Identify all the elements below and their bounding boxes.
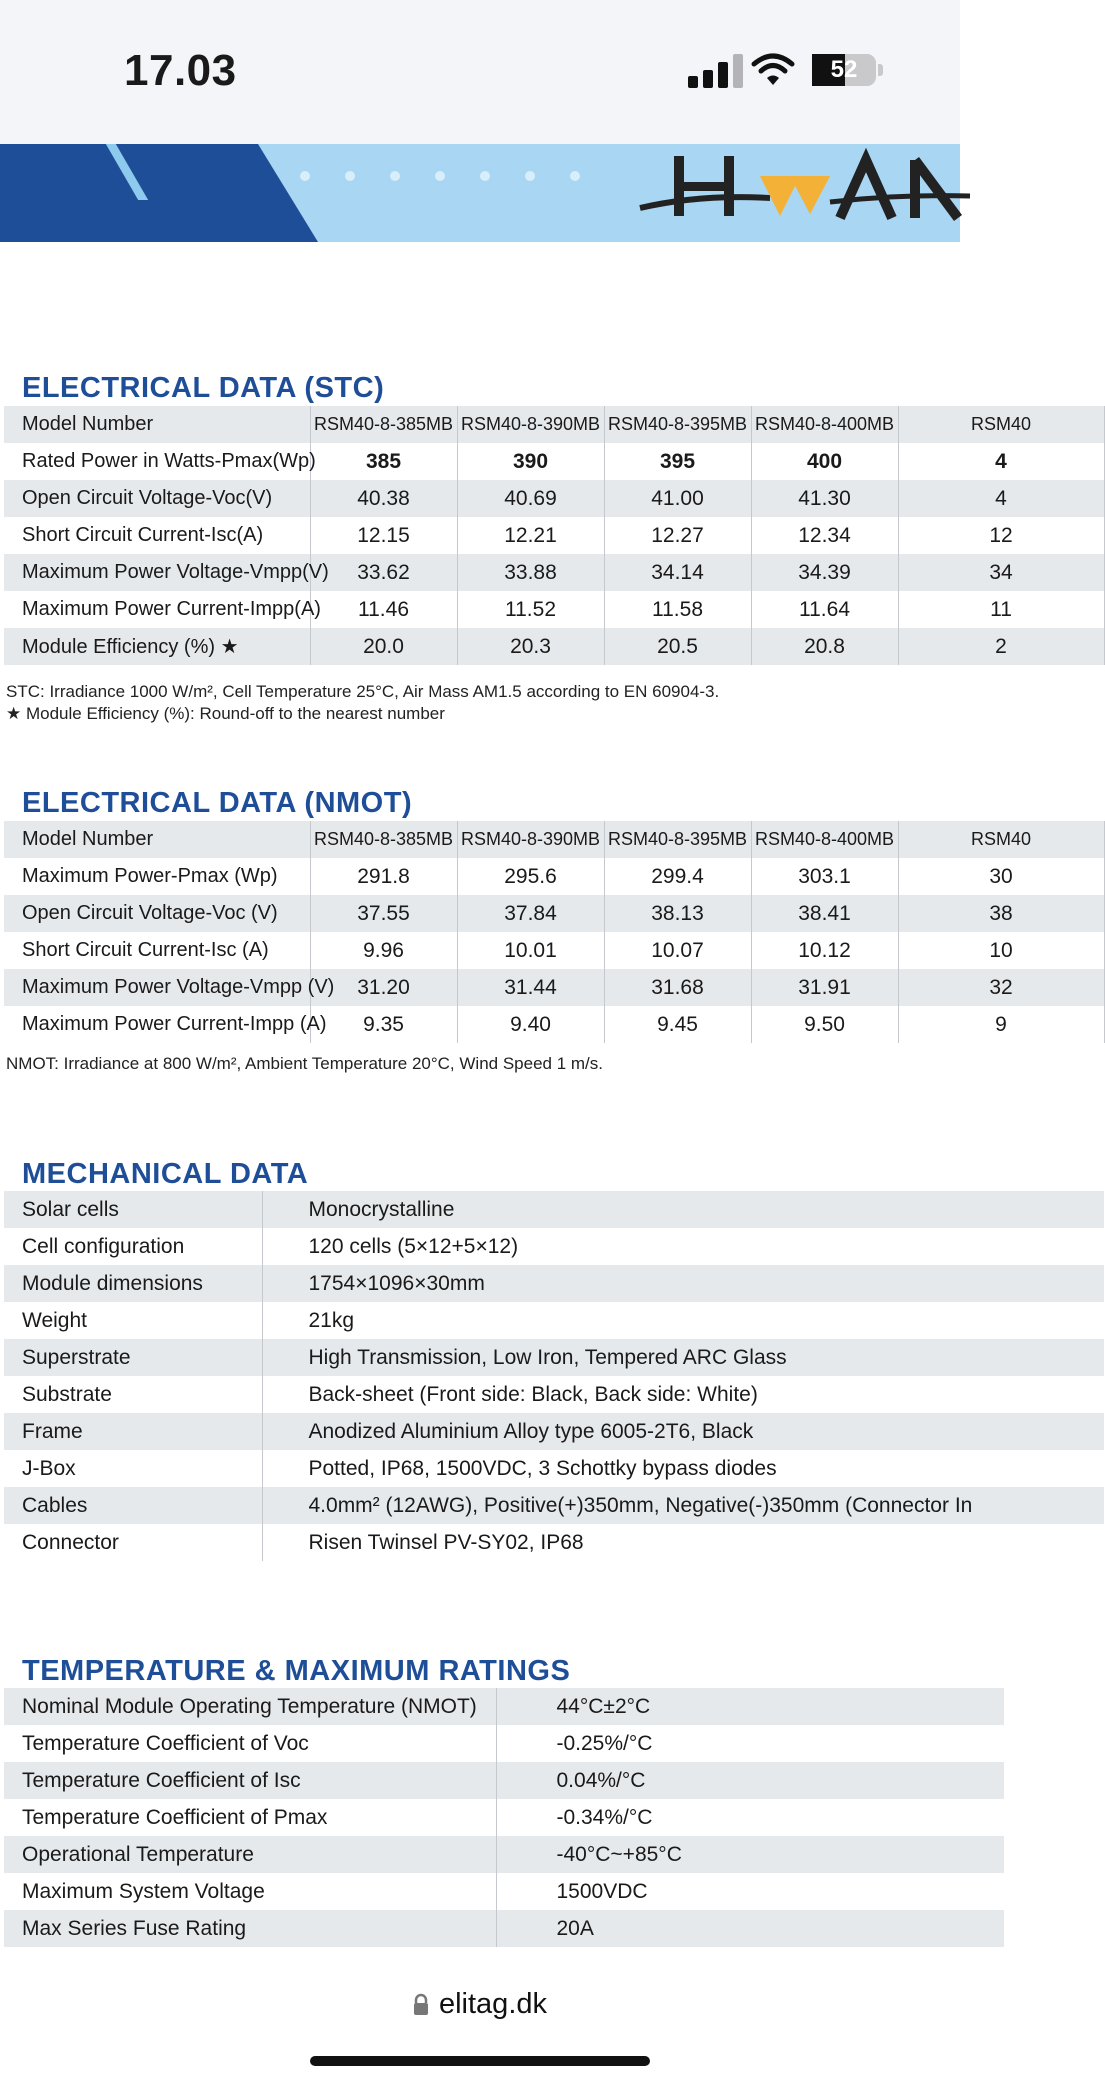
stc-section-title: ELECTRICAL DATA (STC) (22, 372, 385, 404)
nmot-row (4, 1006, 1104, 1043)
temperature-row-label: Temperature Coefficient of Voc (4, 1725, 496, 1762)
stc-cell: 12.27 (604, 517, 751, 554)
nmot-cell: 31.44 (457, 969, 604, 1006)
temperature-row (4, 1688, 1004, 1725)
nmot-cell: 9.50 (751, 1006, 898, 1043)
stc-cell: 41.00 (604, 480, 751, 517)
nmot-cell: 31.68 (604, 969, 751, 1006)
stc-row (4, 406, 1104, 443)
stc-table (4, 406, 1105, 665)
temperature-table (4, 1688, 1004, 1947)
stc-cell: 11.52 (457, 591, 604, 628)
stc-cell: 390 (457, 443, 604, 480)
nmot-cell: 10.12 (751, 932, 898, 969)
temperature-row (4, 1725, 1004, 1762)
stc-cell: RSM40 (898, 406, 1104, 443)
stc-cell: 2 (898, 628, 1104, 665)
stc-cell: 34 (898, 554, 1104, 591)
battery-icon (812, 54, 876, 86)
mechanical-row-label: Substrate (4, 1376, 262, 1413)
temperature-row-label: Max Series Fuse Rating (4, 1910, 496, 1947)
stc-row (4, 554, 1104, 591)
nmot-cell: 31.91 (751, 969, 898, 1006)
nmot-cell: 32 (898, 969, 1104, 1006)
stc-cell: 34.14 (604, 554, 751, 591)
stc-row (4, 517, 1104, 554)
mechanical-row-label: Solar cells (4, 1191, 262, 1228)
mechanical-row-label: Superstrate (4, 1339, 262, 1376)
temperature-section-title: TEMPERATURE & MAXIMUM RATINGS (22, 1655, 571, 1687)
mechanical-row (4, 1302, 1104, 1339)
stc-row (4, 628, 1104, 665)
stc-cell: RSM40-8-390MB (457, 406, 604, 443)
mechanical-row (4, 1339, 1104, 1376)
mechanical-row-value: 120 cells (5×12+5×12) (308, 1234, 519, 1258)
mechanical-row (4, 1450, 1104, 1487)
mechanical-row-value: 4.0mm² (12AWG), Positive(+)350mm, Negative(-)350mm (Connector In (262, 1487, 1104, 1524)
nmot-cell: 10.01 (457, 932, 604, 969)
nmot-cell: RSM40-8-400MB (751, 821, 898, 858)
nmot-row-label: Maximum Power Current-Impp (A) (4, 1006, 310, 1043)
temperature-row-label: Maximum System Voltage (4, 1873, 496, 1910)
temperature-row (4, 1836, 1004, 1873)
temperature-row (4, 1910, 1004, 1947)
stc-cell: 400 (751, 443, 898, 480)
nmot-cell: 38 (898, 895, 1104, 932)
nmot-row (4, 821, 1104, 858)
mechanical-row-value: Risen Twinsel PV-SY02, IP68 (308, 1530, 584, 1554)
lock-icon (413, 1994, 429, 2016)
stc-cell: 11.64 (751, 591, 898, 628)
stc-cell: 11.46 (310, 591, 457, 628)
temperature-row-value: 1500VDC (556, 1879, 648, 1903)
brand-logo (640, 136, 970, 246)
temperature-row-value: 20A (496, 1910, 1004, 1947)
nmot-row-label: Short Circuit Current-Isc (A) (4, 932, 310, 969)
nmot-row-label: Maximum Power-Pmax (Wp) (4, 858, 310, 895)
nmot-cell: 295.6 (457, 858, 604, 895)
stc-cell: 33.88 (457, 554, 604, 591)
stc-cell: RSM40-8-400MB (751, 406, 898, 443)
nmot-section-title: ELECTRICAL DATA (NMOT) (22, 787, 413, 819)
stc-cell: 11.58 (604, 591, 751, 628)
stc-row-label: Maximum Power Voltage-Vmpp(V) (4, 554, 310, 591)
stc-cell: 20.0 (310, 628, 457, 665)
browser-address-bar[interactable] (0, 1954, 960, 2081)
mechanical-row (4, 1524, 1104, 1561)
mechanical-row-label: Cell configuration (4, 1228, 262, 1265)
stc-row (4, 591, 1104, 628)
mechanical-row-label: J-Box (4, 1450, 262, 1487)
stc-row (4, 443, 1104, 480)
mechanical-row (4, 1228, 1104, 1265)
nmot-note: NMOT: Irradiance at 800 W/m², Ambient Temperature 20°C, Wind Speed 1 m/s. (6, 1054, 604, 1073)
temperature-row-value: -0.25%/°C (556, 1731, 653, 1755)
nmot-row (4, 969, 1104, 1006)
mechanical-row-label: Connector (4, 1524, 262, 1561)
status-bar (0, 0, 960, 144)
mechanical-row-value: Potted, IP68, 1500VDC, 3 Schottky bypass diodes (308, 1456, 777, 1480)
nmot-cell: RSM40-8-385MB (310, 821, 457, 858)
stc-cell: 395 (604, 443, 751, 480)
nmot-cell: 38.13 (604, 895, 751, 932)
mechanical-row-value: High Transmission, Low Iron, Tempered ARC Glass (262, 1339, 1104, 1376)
mechanical-row-label: Weight (4, 1302, 262, 1339)
mechanical-row-label: Cables (4, 1487, 262, 1524)
nmot-cell: 38.41 (751, 895, 898, 932)
temperature-row-label: Operational Temperature (4, 1836, 496, 1873)
stc-cell: 12 (898, 517, 1104, 554)
stc-cell: 4 (898, 480, 1104, 517)
mechanical-table (4, 1191, 1104, 1561)
stc-cell: 12.21 (457, 517, 604, 554)
mechanical-row (4, 1413, 1104, 1450)
stc-cell: 4 (898, 443, 1104, 480)
status-time: 17.03 (124, 46, 237, 95)
mechanical-row-value: Monocrystalline (262, 1191, 1104, 1228)
nmot-cell: 9.35 (310, 1006, 457, 1043)
temperature-row (4, 1799, 1004, 1836)
nmot-cell: 9.45 (604, 1006, 751, 1043)
temperature-row (4, 1873, 1004, 1910)
nmot-cell: RSM40-8-390MB (457, 821, 604, 858)
temperature-row-value: -0.34%/°C (556, 1805, 653, 1829)
nmot-cell: 37.55 (310, 895, 457, 932)
nmot-row (4, 932, 1104, 969)
nmot-cell: 30 (898, 858, 1104, 895)
wifi-icon (752, 52, 794, 88)
cellular-signal-icon (688, 52, 744, 88)
mechanical-row (4, 1265, 1104, 1302)
mechanical-row-label: Frame (4, 1413, 262, 1450)
mechanical-row-value: Anodized Aluminium Alloy type 6005-2T6, Black (262, 1413, 1104, 1450)
stc-cell: 11 (898, 591, 1104, 628)
nmot-row (4, 895, 1104, 932)
home-indicator[interactable] (310, 2056, 650, 2066)
stc-cell: 34.39 (751, 554, 898, 591)
stc-cell: RSM40-8-385MB (310, 406, 457, 443)
stc-cell: 33.62 (310, 554, 457, 591)
mechanical-row (4, 1487, 1104, 1524)
nmot-cell: 291.8 (310, 858, 457, 895)
nmot-cell: 37.84 (457, 895, 604, 932)
nmot-cell: RSM40-8-395MB (604, 821, 751, 858)
mechanical-row-value: 21kg (308, 1308, 355, 1332)
stc-row-label: Maximum Power Current-Impp(A) (4, 591, 310, 628)
stc-row (4, 480, 1104, 517)
nmot-cell: 299.4 (604, 858, 751, 895)
stc-cell: 41.30 (751, 480, 898, 517)
stc-cell: 20.3 (457, 628, 604, 665)
temperature-row-value: 0.04%/°C (496, 1762, 1004, 1799)
nmot-row (4, 858, 1104, 895)
mechanical-row-value: 1754×1096×30mm (262, 1265, 1104, 1302)
nmot-cell: RSM40 (898, 821, 1104, 858)
stc-cell: 20.5 (604, 628, 751, 665)
stc-note-efficiency: ★ Module Efficiency (%): Round-off to the nearest number (6, 704, 445, 723)
nmot-row-label: Open Circuit Voltage-Voc (V) (4, 895, 310, 932)
nmot-row-label: Maximum Power Voltage-Vmpp (V) (4, 969, 310, 1006)
nmot-cell: 10.07 (604, 932, 751, 969)
nmot-cell: 9.40 (457, 1006, 604, 1043)
stc-cell: 20.8 (751, 628, 898, 665)
stc-cell: RSM40-8-395MB (604, 406, 751, 443)
stc-cell: 12.15 (310, 517, 457, 554)
mechanical-row-value: Back-sheet (Front side: Black, Back side: White) (308, 1382, 758, 1406)
stc-cell: 12.34 (751, 517, 898, 554)
temperature-row-value: 44°C±2°C (496, 1688, 1004, 1725)
mechanical-row (4, 1376, 1104, 1413)
temperature-row-value: -40°C~+85°C (496, 1836, 1004, 1873)
stc-cell: 385 (310, 443, 457, 480)
temperature-row-label: Temperature Coefficient of Isc (4, 1762, 496, 1799)
nmot-cell: 31.20 (310, 969, 457, 1006)
stc-note-conditions: STC: Irradiance 1000 W/m², Cell Temperature 25°C, Air Mass AM1.5 according to EN 60904-3. (6, 682, 720, 701)
stc-row-label: Open Circuit Voltage-Voc(V) (4, 480, 310, 517)
nmot-cell: 9.96 (310, 932, 457, 969)
url-domain[interactable]: elitag.dk (438, 1988, 547, 2020)
temperature-row-label: Nominal Module Operating Temperature (NMOT) (4, 1688, 496, 1725)
nmot-cell: 303.1 (751, 858, 898, 895)
stc-cell: 40.69 (457, 480, 604, 517)
stc-row-label: Model Number (4, 406, 310, 443)
stc-cell: 40.38 (310, 480, 457, 517)
temperature-row-label: Temperature Coefficient of Pmax (4, 1799, 496, 1836)
nmot-cell: 10 (898, 932, 1104, 969)
mechanical-row-label: Module dimensions (4, 1265, 262, 1302)
stc-row-label: Rated Power in Watts-Pmax(Wp) (4, 443, 310, 480)
stc-row-label: Module Efficiency (%) ★ (4, 628, 310, 665)
nmot-row-label: Model Number (4, 821, 310, 858)
battery-level: 52 (830, 56, 858, 83)
nmot-cell: 9 (898, 1006, 1104, 1043)
nmot-table (4, 821, 1105, 1043)
stc-row-label: Short Circuit Current-Isc(A) (4, 517, 310, 554)
mechanical-section-title: MECHANICAL DATA (22, 1158, 309, 1190)
mechanical-row (4, 1191, 1104, 1228)
temperature-row (4, 1762, 1004, 1799)
header-banner (0, 144, 960, 242)
